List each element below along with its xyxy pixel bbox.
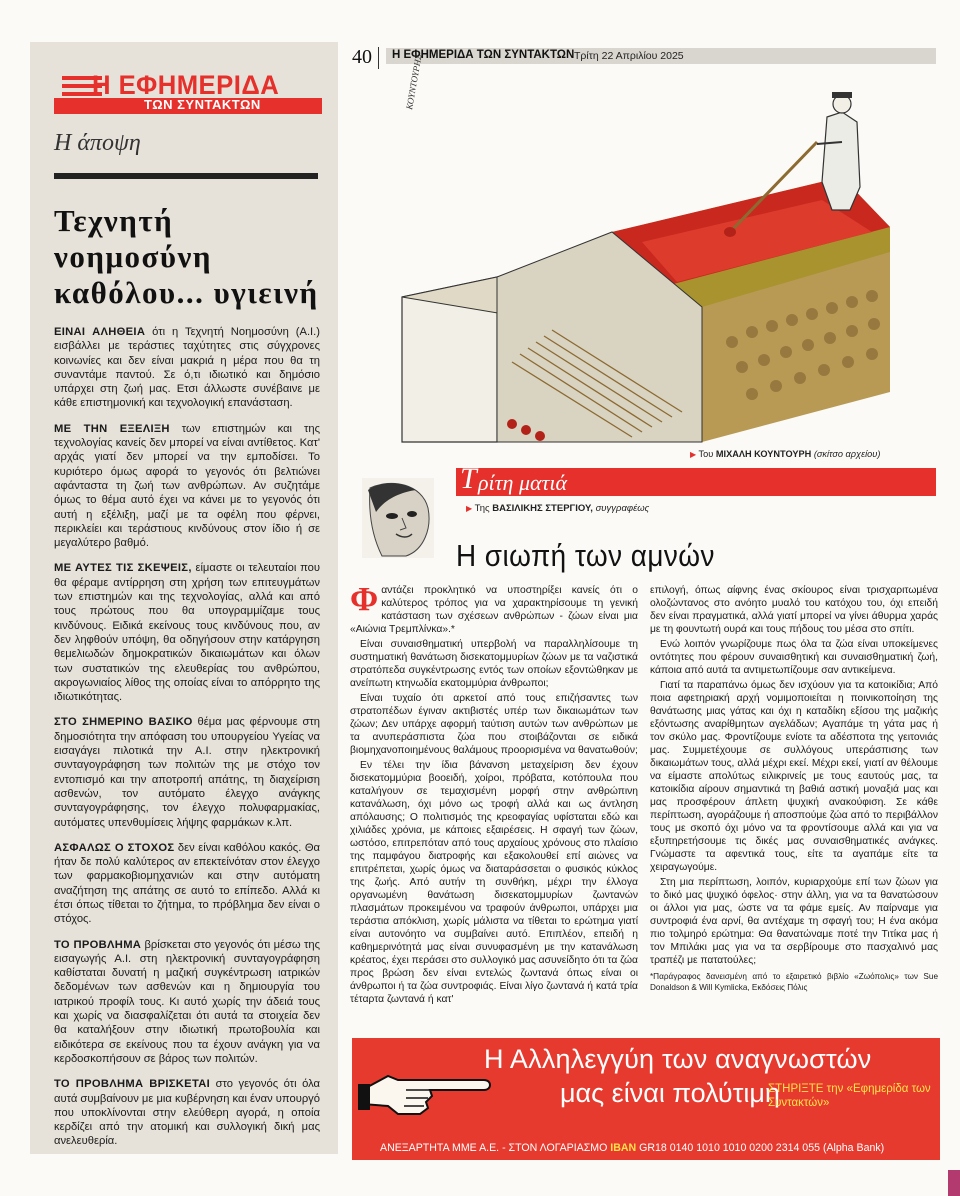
- iban-label: IBAN: [610, 1142, 637, 1154]
- editorial-paragraph: [54, 422, 320, 551]
- paragraph-lead: ΤΟ ΠΡΟΒΛΗΜΑ: [54, 938, 142, 951]
- paragraph-text: θέμα μας φέρνουμε στη δημοσιότητα την απόφαση του υπουργείου Υγείας να εισαγάγει πιλοτικά την Α.Ι. στην ηλεκτρονική συνταγογράφηση των πολιτών της με στόχο τον εντοπισμό και την αποτροπή απάτης, τη διαχείριση ασθενών, τον αυτόματο έλεγχο ανάγκης συνταγογράφησης, τον έλεγχο πολυφαρμακίας, αυτόματες υπενθυμίσεις λήψης φαρμάκων κ.λπ.: [54, 716, 321, 829]
- caption-prefix: Του: [698, 449, 714, 459]
- column-banner-initial: Τ: [460, 462, 477, 495]
- column-paragraph: επιλογή, όπως αίφνης ένας σκίουρος είναι τρισχαριτωμένα ολοζώντανος στο ανόητο μυαλό του κατόχου του, όχι επειδή δεν είναι πραγματικά, αλλά γιατί μπορεί να γίνει άθυρμα χαράς με τη φουντωτή ουρά και τους πήδους του μέσα στο σπίτι.: [650, 585, 938, 635]
- byline-triangle-icon: ▶: [466, 504, 473, 513]
- editorial-paragraph: [54, 715, 320, 829]
- editorial-title: [54, 203, 338, 311]
- caption-note: (σκίτσο αρχείου): [813, 449, 881, 459]
- column-paragraph: Ενώ λοιπόν γνωρίζουμε πως όλα τα ζώα είναι υποκείμενες οντότητες που φέρουν συναισθητική και συναισθηματική ζωή, κάποια από αυτά τα αντιμετωπίζουμε σαν αντικείμενα.: [650, 639, 938, 676]
- caption-triangle-icon: ▶: [690, 450, 697, 459]
- paragraph-text: αντάζει προκλητικό να υποστηρίξει κανείς ότι ο καλύτερος τρόπος για να χαρακτηρίσουμε τη γενική κατάσταση των σχέσεων ανθρώπων - ζώων είναι μια «Αιώνια Τρεμπλίνκα».*: [350, 585, 638, 635]
- paragraph-text: βρίσκεται στο γεγονός ότι μέσω της εισαγωγής Α.Ι. στη ηλεκτρονική συνταγογράφηση καθίσταται δυνατή η μαζική συγκέντρωση ιατρικών δεδομένων των ασθενών και η δημιουργία του ιατρικού προφίλ τους. Κι αυτό χωρίς την άδειά τους και χωρίς να διασφαλίζεται ότι αυτά τα στοιχεία δεν θα καταλήξουν στην ιδιωτική πρωτοβουλία και ειδικότερα σε εκείνους που τα έχουν ανάγκη για να κερδοσκοπήσουν σε βάρος των πολιτών.: [54, 938, 320, 1065]
- column-body-left: [350, 581, 638, 1008]
- solidarity-ad[interactable]: [352, 1038, 940, 1160]
- paragraph-text: των επιστημών και της τεχνολογίας κανείς δεν μπορεί να είναι αντίθετος. Κατ' αρχάς γιατί δεν μπορεί να την εμποδίσει. Το κυριότερο όμως αφορά το γεγονός ότι βελτιώνει αφάνταστα τη ζωή των ανθρώπων. Αν συζητάμε όμως το θέμα αυτό έχει να κάνει με το γεγονός ότι αυτή η εξέλιξη, μαζί με τα οφέλη που φέρνει, περικλείει και τεράστιους κινδύνους στον ίδιο ή σε μεγαλύτερο βαθμό.: [54, 422, 320, 550]
- column-title: Η σιωπή των αμνών: [456, 538, 715, 573]
- cartoon-signature: ΚΟΥΝΤΟΥΡΗΣ: [404, 53, 424, 111]
- pointing-hand-icon: [358, 1056, 498, 1120]
- paragraph-lead: ΕΙΝΑΙ ΑΛΗΘΕΙΑ: [54, 326, 146, 338]
- column-body-right: [650, 584, 938, 993]
- editorial-paragraph: [54, 841, 320, 927]
- newspaper-logo: [54, 70, 338, 116]
- column-paragraph: Στη μια περίπτωση, λοιπόν, κυριαρχούμε επί των ζώων για το δικό μας ψυχικό όφελος· στην άλλη, για να τα θανατώσουν οι άλλοι για μας, ώστε να τα φάμε εμείς. Αν παίρναμε για συντροφιά ένα αρνί, θα αντέχαμε τη σφαγή του; Η ένα ακόμα πιο τολμηρό ερώτημα: Θα θανατώναμε ποτέ την Τιτίκα μας ή τον Μπιλάκι μας για να τα σερβίρουμε στο πασχαλινό μας τραπέζι με πατατούλες;: [650, 877, 938, 966]
- section-label: Η άποψη: [54, 130, 141, 156]
- editorial-title-line: καθόλου... υγιεινή: [54, 275, 319, 310]
- page-number: 40: [352, 46, 372, 68]
- column-paragraph: Γιατί τα παραπάνω όμως δεν ισχύουν για τα κατοικίδια; Από ποια αφετηριακή αρχή νομιμοποιείται η ποινικοποίηση της θανάτωσης μιας γάτας και όχι η καταδίκη εξίσου της μαζικής εξόντωσης αναρίθμητων αγελάδων; Αγαπάμε τη γάτα μας ή τον σκύλο μας. Φροντίζουμε ενίοτε τα αδέσποτα της γειτονιάς μας. Συμμετέχουμε σε συλλόγους υπεράσπισης των δικαιωμάτων τους, αλλά μέχρι εκεί. Μέχρι εκεί, γιατί αν θέλουμε να είμαστε απολύτως ειλικρινείς με τους εαυτούς μας, τα κατοικίδια αίρουν σημαντικά τη βαθιά αστική μοναξιά μας και μας προσφέρουν άπλετη ψυχική ανακούφιση. Σε κάθε περίπτωση, αγοράζουμε ή αποσπούμε ζώα από το περιβάλλον τους με σκοπό όχι μόνο να τα φροντίσουμε αλλά και για να εξυπηρετήσουμε τις δικές μας συναισθηματικές ανάγκες. Γνώμαστε τα αφεντικά τους, είτε τα αγαπάμε είτε τα χειραγωγούμε.: [650, 680, 938, 873]
- logo-main-text: Η ΕΦΗΜΕΡΙΔΑ: [92, 70, 280, 100]
- column-footnote: *Παράγραφος δανεισμένη από το εξαιρετικό βιβλίο «Ζωόπολις» των Sue Donaldson & Will Kymlicka, Εκδόσεις Πόλις: [650, 972, 938, 992]
- column-paragraph: Εν τέλει την ίδια βάνανση μεταχείριση δεν έχουν δισεκατομμύρια βοοειδή, χοίροι, πρόβατα, κοτόπουλα που καταλήγουν σε τεμαχισμένη μορφή στην ανθρώπινη κατανάλωση, όχι μόνο ως τροφή αλλά και ως άντληση απόλαυσης; Ο πολιτισμός της κρεοφαγίας υφίσταται εδώ και χιλιάδες χρόνια, με κάποιες εξαιρέσεις. Η σφαγή των ζώων, ωστόσο, επιτρεπόταν από τους αρχαίους χρόνους στο πλαίσιο της παμφάγου διατροφής και εξακολουθεί επί αιώνες να επιτρέπεται, χωρίς όμως να διαταράσσεται ο φυσικός κύκλος της ζωής. Από αυτήν τη συνθήκη, μέχρι την έλλογα οργανωμένη θανάτωση δισεκατομμυρίων ζωντανών πλασμάτων προκειμένου να τραφούν άνθρωποι, υπάρχει μια τεράστια απόκλιση, χωρίς μάλιστα να τίθεται το ερώτημα γιατί είναι αυτονόητο να συμβαίνει αυτό. Επιπλέον, επειδή η καθημερινότητά μας είναι συνυφασμένη με την κατανάλωση κρέατος, έχει περάσει στο συλλογικό μας ασυνείδητο ότι τα ζώα προς βρώση δεν είναι εντελώς ζωντανά όπως είναι οι άνθρωποι ή τα ζώα συντροφιάς. Είναι λίγο ζωντανά ή κατά τρία τέταρτα ζωντανά ή κατ': [350, 760, 638, 1005]
- editorial-paragraph: [54, 561, 320, 704]
- page-corner-tab: [948, 1170, 960, 1196]
- byline-author: ΒΑΣΙΛΙΚΗΣ ΣΤΕΡΓΙΟΥ,: [492, 503, 593, 514]
- header-date: Τρίτη 22 Απριλίου 2025: [574, 50, 684, 62]
- column-byline: [466, 503, 649, 514]
- paragraph-text: είμαστε οι τελευταίοι που θα φέραμε αντίρρηση στη χρήση των επιτευγμάτων των επιστημών και της τεχνολογίας, αλλά και από τους πρώτους που θα υπογραμμίζαμε τους κινδύνους. Ειδικά εκείνους τους κινδύνους που, αν δεν ληφθούν υπόψη, θα οδηγήσουν στην κατάργηση θεμελιωδών δημοκρατικών δικαιωμάτων και όλων των συστατικών της ελευθερίας του ανθρώπου, ακρογωνιαίος λίθος της οποίας είναι το απόρρητο της ιδιωτικότητας.: [54, 562, 320, 704]
- paragraph-text: ότι η Τεχνητή Νοημοσύνη (Α.Ι.) εισβάλλει με τεράστιες ταχύτητες στις σύγχρονες κοινωνίες και δεν είναι μακριά η μέρα που θα τη συναντάμε παντού. Σε ό,τι ιδιωτικό και δημόσιο υπάρχει στη ζωή μας. Ετσι άλλωστε συνέβαινε με κάθε επιστημονική και τεχνολογική επανάσταση.: [54, 326, 320, 410]
- drop-cap: Φ: [350, 581, 379, 618]
- iban-prefix: ΑΝΕΞΑΡΤΗΤΑ ΜΜΕ Α.Ε. - ΣΤΟΝ ΛΟΓΑΡΙΑΣΜΟ: [380, 1142, 608, 1154]
- paragraph-lead: ΑΣΦΑΛΩΣ Ο ΣΤΟΧΟΣ: [54, 841, 175, 854]
- editorial-title-line: Τεχνητή: [54, 203, 174, 238]
- iban-number: GR18 0140 1010 1010 0200 2314 055: [639, 1142, 820, 1154]
- header-paper-name: Η ΕΦΗΜΕΡΙΔΑ ΤΩΝ ΣΥΝΤΑΚΤΩΝ: [392, 49, 575, 61]
- editorial-body: [54, 325, 320, 1149]
- iban-bank: (Alpha Bank): [822, 1142, 885, 1154]
- column-paragraph: [350, 581, 638, 636]
- paragraph-text: στο γεγονός ότι όλα αυτά συμβαίνουν με μια κυβέρνηση και έναν υπουργό που υποκλίνονται στην ελεύθερη αγορά, η οποία κερδίζει από την ατομική και συλλογική δική μας ανελευθερία.: [54, 1078, 320, 1148]
- cartoon-caption: [690, 449, 880, 459]
- ad-subheadline: μας είναι πολύτιμη: [560, 1078, 780, 1108]
- column-paragraph: Είναι συναισθηματική υπερβολή να παραλληλίσουμε τη συστηματική θανάτωση δισεκατομμυρίων ζώων με τα ναζιστικά στρατόπεδα συγκέντρωσης εντός των οποίων εξοντώθηκαν με ανείπωτη κτηνωδία εκατομμύρια άνθρωποι;: [350, 639, 638, 689]
- byline-prefix: Της: [474, 503, 490, 514]
- author-portrait: [362, 478, 434, 558]
- logo-sub-text: ΤΩΝ ΣΥΝΤΑΚΤΩΝ: [144, 97, 261, 112]
- header-divider: [378, 47, 379, 69]
- byline-role: συγγραφέως: [595, 503, 650, 514]
- paragraph-lead: ΤΟ ΠΡΟΒΛΗΜΑ ΒΡΙΣΚΕΤΑΙ: [54, 1078, 211, 1091]
- paragraph-lead: ΜΕ ΑΥΤΕΣ ΤΙΣ ΣΚΕΨΕΙΣ,: [54, 562, 192, 575]
- editorial-paragraph: [54, 1077, 320, 1148]
- ad-support-cta[interactable]: ΣΤΗΡΙΞΤΕ την «Εφημερίδα των Συντακτών»: [768, 1083, 931, 1109]
- ad-iban-line: [380, 1142, 884, 1154]
- editorial-paragraph: [54, 325, 320, 411]
- section-rule: [54, 173, 318, 179]
- paragraph-lead: ΜΕ ΤΗΝ ΕΞΕΛΙΞΗ: [54, 422, 170, 435]
- paragraph-text: δεν είναι καθόλου κακός. Θα ήταν δε πολύ καλύτερος αν επεκτείνόταν στον έλεγχο των φαρμακοβιομηχανιών και στην αυτόματη αναζήτηση της απάτης σε αυτό το επίπεδο. Αλλά κι έτσι όπως τίθεται το ζήτημα, το πρόβλημα δεν είναι ο στόχος.: [54, 841, 320, 926]
- caption-artist: ΜΙΧΑΛΗ ΚΟΥΝΤΟΥΡΗ: [715, 449, 812, 459]
- column-paragraph: Είναι τυχαίο ότι αρκετοί από τους επιζήσαντες των στρατοπέδων έγιναν ακτιβιστές υπέρ των δικαιωμάτων των ζώων; Δεν υπάρχε αφορμή ταύτιση αυτών των ανθρώπων με τα ανυπεράσπιστα ζώα που στοιβάζονται σε ειδικά βιομηχανοποιημένους θαλάμους προορισμένα να θανατωθούν;: [350, 693, 638, 756]
- editorial-paragraph: [54, 938, 320, 1067]
- paragraph-lead: ΣΤΟ ΣΗΜΕΡΙΝΟ ΒΑΣΙΚΟ: [54, 716, 193, 729]
- editorial-column: [30, 42, 338, 1154]
- page-header: [352, 46, 936, 70]
- editorial-title-line: νοημοσύνη: [54, 239, 212, 274]
- ad-headline: Η Αλληλεγγύη των αναγνωστών: [484, 1044, 872, 1074]
- column-banner-title: ρίτη ματιά: [478, 470, 568, 495]
